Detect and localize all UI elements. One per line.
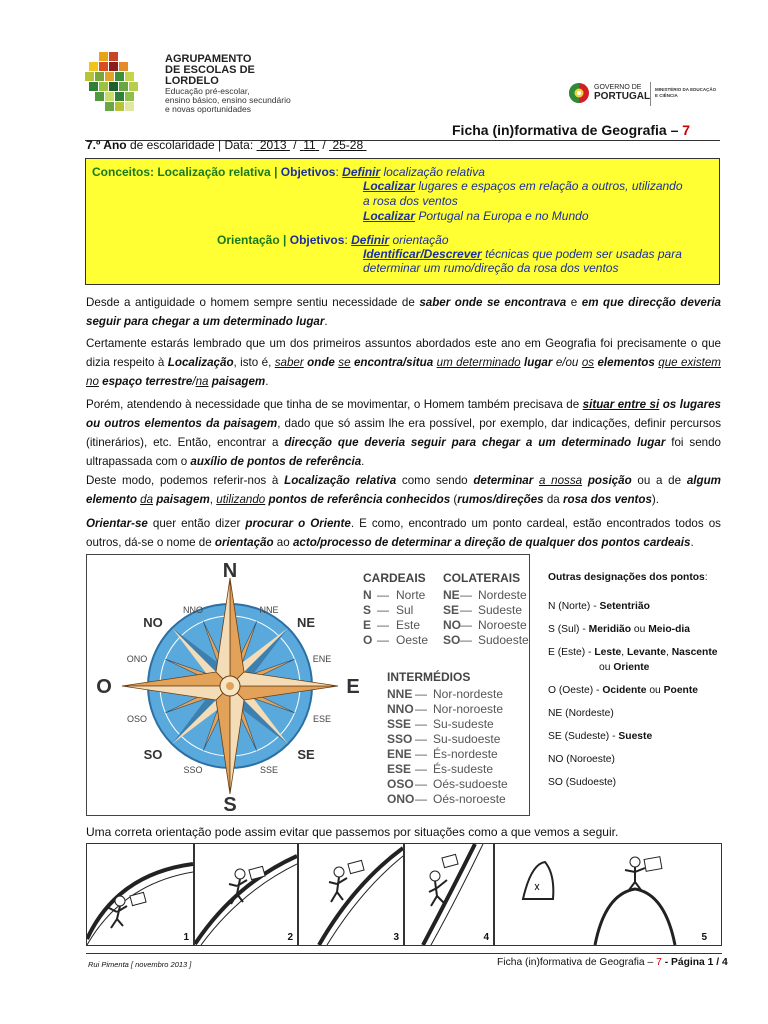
emphasis: se [338, 356, 351, 369]
compass-label-o: O [96, 676, 112, 698]
school-sub-line: e novas oportunidades [165, 104, 252, 114]
legend-dash: — [460, 633, 472, 647]
gov-name-line: GOVERNO DE [594, 84, 642, 91]
emphasis: determinar [473, 474, 534, 487]
text: ( [453, 493, 458, 506]
emphasis: elementos [597, 356, 655, 369]
comic-panel-drawing [87, 844, 193, 945]
footer-author: Rui Pimenta [ novembro 2013 ] [88, 960, 192, 969]
objective-line [363, 195, 458, 208]
panel-number: 2 [287, 932, 293, 943]
objectives-label: Objetivos [289, 233, 345, 247]
date-sep: / [322, 138, 326, 152]
text: ). [651, 493, 660, 506]
government-logo [568, 80, 718, 112]
objective-text: técnicas que podem ser usadas para [485, 247, 682, 261]
emphasis: direcção que deveria seguir para chegar a um determinado lugar [284, 436, 666, 449]
text: ou [633, 624, 646, 635]
emphasis: saber onde se encontrava [419, 296, 567, 309]
colateral-name: Sudoeste [478, 633, 529, 647]
cardeais-title: CARDEAIS [363, 571, 426, 585]
objective-text: localização relativa [383, 165, 485, 179]
emphasis: utilizando [216, 493, 266, 506]
legend-dash: — [377, 633, 389, 647]
emphasis: rosa dos ventos [563, 493, 652, 506]
text: . [361, 455, 365, 468]
emphasis: Levante [627, 647, 666, 658]
text: , dado que só assim lhe era possível, por exemplo, dar indicações, definir percursos (itinerários), etc. Então, encontrar a [86, 417, 721, 449]
footer-worksheet-number: 7 [656, 957, 662, 968]
designation-so [548, 777, 616, 789]
emphasis: / [192, 375, 196, 388]
compass-label-se: SE [297, 747, 315, 762]
text: O (Oeste) - [548, 685, 600, 696]
worksheet-number: 7 [682, 122, 691, 138]
intermedio-name: Oés-sudoeste [433, 777, 508, 791]
emphasis: espaço terrestre [102, 375, 193, 388]
legend-dash: — [460, 603, 472, 617]
date-year-value: 2013 [259, 138, 287, 152]
designations-title-text: Outras designações dos pontos [548, 572, 705, 583]
text: E (Este) - [548, 647, 592, 658]
intermedio-abbr: ESE [387, 762, 412, 776]
emphasis: na [195, 375, 209, 388]
intermedio-abbr: SSE [387, 717, 412, 731]
compass-label-no: NO [143, 615, 163, 630]
compass-label-sse: SSE [259, 765, 279, 775]
compass-center-dot [226, 682, 234, 690]
compass-label-ono: ONO [126, 654, 148, 664]
school-logo-mosaic-icon [85, 52, 157, 122]
emphasis: Leste [594, 647, 622, 658]
emphasis: Nascente [671, 647, 718, 658]
emphasis: e/ou [555, 356, 579, 369]
school-sub-line: ensino básico, ensino secundário [165, 95, 291, 105]
school-name-line: LORDELO [165, 75, 219, 87]
emphasis: Localização [167, 356, 234, 369]
compass-rose-drawing [87, 555, 529, 815]
concept-pipe: | [274, 165, 278, 179]
comic-strip [86, 843, 722, 946]
designation-s [548, 624, 690, 636]
emphasis: Ocidente [602, 685, 647, 696]
text: ao [276, 536, 290, 549]
legend-dash: — [377, 588, 389, 602]
compass-label-e: E [346, 676, 360, 698]
objective-line [363, 180, 683, 193]
footer-page-number: - Página 1 / 4 [664, 957, 728, 968]
intermedio-abbr: NNE [387, 687, 413, 701]
concept-label: Orientação [217, 233, 280, 247]
designation-e-cont [599, 662, 649, 674]
school-name [165, 54, 291, 114]
grade-label: 7.º Ano [86, 138, 127, 152]
intermedio-abbr: SSO [387, 732, 413, 746]
school-sub-line: Educação pré-escolar, [165, 86, 250, 96]
emphasis: um determinado [436, 356, 521, 369]
emphasis: Orientar-se [86, 517, 148, 530]
compass-label-ne: NE [296, 615, 316, 630]
comic-panel-drawing [195, 844, 297, 945]
emphasis: em que direcção deveria seguir para chegar a um determinado lugar [86, 296, 722, 328]
text: NE (Nordeste) [548, 708, 614, 719]
cardeal-name: Sul [396, 603, 414, 617]
text: e [570, 296, 578, 309]
compass-label-ese: ESE [312, 714, 332, 724]
paragraph-3 [86, 395, 721, 471]
concept-pipe: | [283, 233, 287, 247]
legend-dash: — [377, 603, 389, 617]
worksheet-title-text: Ficha (in)formativa de Geografia – [452, 122, 679, 138]
objective-text: lugares e espaços em relação a outros, utilizando [418, 179, 683, 193]
emphasis: Setentrião [599, 601, 650, 612]
emphasis: algum elemento [86, 474, 721, 506]
emphasis: saber [274, 356, 304, 369]
emphasis: acto/processo de determinar a direção de qualquer dos pontos cardeais [292, 536, 691, 549]
colateral-name: Noroeste [478, 618, 527, 632]
text: , [209, 493, 214, 506]
colateral-abbr: SE [443, 603, 460, 617]
emphasis: orientação [214, 536, 274, 549]
comic-caption: Uma correta orientação pode assim evitar que passemos por situações como a que vemos a seguir. [86, 825, 619, 839]
text: , [665, 647, 669, 658]
emphasis: que existem no [86, 356, 721, 388]
intermedio-abbr: ENE [387, 747, 412, 761]
emphasis: onde [307, 356, 335, 369]
designation-e [548, 647, 717, 659]
school-name-line: DE ESCOLAS DE [165, 64, 255, 76]
footer-title: Ficha (in)formativa de Geografia – [497, 957, 654, 968]
text: N (Norte) - [548, 601, 597, 612]
colateral-name: Nordeste [478, 588, 527, 602]
compass-label-so: SO [143, 747, 163, 762]
compass-label-ene: ENE [312, 654, 332, 664]
dateline-label: de escolaridade | Data: [129, 138, 254, 152]
panel-number: 5 [701, 932, 707, 943]
designation-ne [548, 708, 614, 720]
objective-text: Portugal na Europa e no Mundo [418, 209, 589, 223]
compass-label-n: N [222, 560, 238, 582]
legend-dash: — [415, 687, 427, 701]
concept-label: Conceitos: Localização relativa [92, 165, 271, 179]
designation-o [548, 685, 698, 697]
cardeal-abbr: E [363, 618, 372, 632]
cardeal-name: Oeste [396, 633, 429, 647]
concepts-box [85, 158, 720, 285]
cardeal-abbr: O [363, 633, 373, 647]
text: da [546, 493, 560, 506]
text: NO (Noroeste) [548, 754, 615, 765]
objective-line [363, 210, 589, 223]
emphasis: lugar [524, 356, 553, 369]
text: SE (Sudeste) - [548, 731, 616, 742]
text: como sendo [401, 474, 468, 487]
objective-verb: Definir [351, 233, 390, 247]
text: . E como, encontrado um ponto cardeal, estão encontrados todos os outros, dá-se o nome de [86, 517, 721, 549]
paragraph-2 [86, 334, 721, 391]
worksheet-title [452, 122, 690, 138]
emphasis: Meio-dia [648, 624, 690, 635]
cardeal-name: Norte [396, 588, 426, 602]
intermedio-name: Oés-noroeste [433, 792, 506, 806]
objective-verb: Identificar/Descrever [363, 247, 482, 261]
cardeal-abbr: S [363, 603, 372, 617]
emphasis: posição [587, 474, 632, 487]
text: foi sendo ultrapassada com o [86, 436, 721, 468]
emphasis: situar entre si [582, 398, 660, 411]
intermedio-name: Su-sudeste [433, 717, 494, 731]
legend-dash: — [415, 702, 427, 716]
compass-label-sso: SSO [183, 765, 203, 775]
intermedio-name: Su-sudoeste [433, 732, 501, 746]
objectives-colon: : [335, 165, 339, 179]
text: ou [649, 685, 661, 696]
objective-text: a rosa dos ventos [363, 194, 458, 208]
emphasis: da [140, 493, 154, 506]
emphasis: Sueste [618, 731, 653, 742]
text: . [324, 315, 328, 328]
objectives-label: Objetivos [280, 165, 336, 179]
designation-no [548, 754, 615, 766]
colateral-abbr: SO [443, 633, 461, 647]
text: . [265, 375, 269, 388]
emphasis: Localização relativa [284, 474, 397, 487]
dateline [86, 138, 367, 152]
panel-number: 1 [183, 932, 189, 943]
emphasis: os [581, 356, 595, 369]
intermedio-abbr: NNO [387, 702, 414, 716]
objective-text: orientação [392, 233, 449, 247]
designation-n [548, 601, 650, 613]
objective-line [363, 262, 618, 275]
paragraph-5 [86, 514, 721, 552]
comic-panel-drawing [299, 844, 403, 945]
gov-divider [650, 82, 651, 106]
school-logo [85, 52, 305, 122]
emphasis: procurar o Oriente [245, 517, 351, 530]
colateral-abbr: NE [443, 588, 460, 602]
text: Deste modo, podemos referir-nos à [86, 474, 279, 487]
date-month [300, 138, 319, 152]
legend-dash: — [460, 588, 472, 602]
text: . [690, 536, 694, 549]
date-month-value: 11 [303, 138, 316, 152]
colateral-abbr: NO [443, 618, 461, 632]
text: ou [599, 662, 611, 673]
portugal-emblem-icon [568, 82, 590, 104]
intermedio-name: És-sudeste [433, 762, 494, 776]
emphasis: Oriente [613, 662, 650, 673]
date-days-value: 25-28 [332, 138, 364, 152]
panel-number: 4 [483, 932, 489, 943]
emphasis: paisagem [156, 493, 210, 506]
text: ou a de [637, 474, 682, 487]
date-year [257, 138, 290, 152]
emphasis: a nossa [538, 474, 583, 487]
concept-line-2 [217, 234, 449, 247]
ministry-line: MINISTÉRIO DA EDUCAÇÃO [655, 87, 717, 92]
paragraph-4 [86, 471, 721, 509]
text: , [621, 647, 625, 658]
cardeal-name: Este [396, 618, 421, 632]
objectives-colon: : [344, 233, 348, 247]
compass-label-s: S [223, 794, 237, 815]
legend-dash: — [377, 618, 389, 632]
emphasis: rumos/direções [457, 493, 544, 506]
designations-title-colon: : [704, 572, 708, 583]
designations-title [548, 572, 708, 584]
footer-page-info [497, 957, 728, 968]
objective-line [363, 248, 682, 261]
cardeal-abbr: N [363, 588, 372, 602]
school-name-line: AGRUPAMENTO [165, 53, 252, 65]
intermedios-title: INTERMÉDIOS [387, 670, 471, 684]
comic-panel-drawing [495, 844, 721, 945]
footer-rule [86, 953, 722, 954]
legend-dash: — [415, 747, 427, 761]
legend-dash: — [415, 792, 427, 806]
text: Certamente estarás lembrado que um dos primeiros assuntos abordados este ano em Geografia foi precisamente o que dizia respeito à [86, 337, 721, 369]
intermedio-name: És-nordeste [433, 747, 498, 761]
intermedio-name: Nor-noroeste [433, 702, 504, 716]
compass-label-oso: OSO [126, 714, 148, 724]
date-days [329, 138, 366, 152]
emphasis: os lugares ou outros elementos da paisagem [86, 398, 721, 430]
colaterais-title: COLATERAIS [443, 571, 521, 585]
text: Desde a antiguidade o homem sempre sentiu necessidade de [86, 296, 415, 309]
comic-panel [86, 843, 194, 946]
objective-verb: Definir [342, 165, 381, 179]
legend-dash: — [415, 717, 427, 731]
compass-label-nno: NNO [183, 605, 203, 615]
compass-rose-figure [86, 554, 530, 816]
panel-number: 3 [393, 932, 399, 943]
designation-se [548, 731, 652, 743]
paragraph-1 [86, 293, 721, 331]
ministry-line: E CIÊNCIA [655, 93, 678, 98]
legend-dash: — [415, 777, 427, 791]
objective-text: determinar um rumo/direção da rosa dos ventos [363, 261, 619, 275]
emphasis: auxílio de pontos de referência [190, 455, 362, 468]
legend-dash: — [460, 618, 472, 632]
comic-panel-drawing [405, 844, 493, 945]
text: , isto é, [233, 356, 272, 369]
intermedio-name: Nor-nordeste [433, 687, 504, 701]
legend-dash: — [415, 762, 427, 776]
comic-panel [494, 843, 722, 946]
text: quer então dizer [152, 517, 241, 530]
emphasis: Poente [663, 685, 698, 696]
emphasis: pontos de referência conhecidos [268, 493, 451, 506]
emphasis: encontra/situa [353, 356, 434, 369]
emphasis: Meridião [588, 624, 631, 635]
text: Porém, atendendo à necessidade que tinha de se movimentar, o Homem também precisava de [86, 398, 580, 411]
objective-verb: Localizar [363, 209, 416, 223]
concept-line-1 [92, 166, 485, 179]
emphasis: paisagem [211, 375, 266, 388]
colateral-name: Sudeste [478, 603, 523, 617]
text: SO (Sudoeste) [548, 777, 617, 788]
comic-panel [298, 843, 404, 946]
comic-panel [404, 843, 494, 946]
comic-panel [194, 843, 298, 946]
objective-verb: Localizar [363, 179, 416, 193]
gov-name-line: PORTUGAL [594, 91, 651, 102]
intermedio-abbr: OSO [387, 777, 414, 791]
intermedio-abbr: ONO [387, 792, 415, 806]
text: S (Sul) - [548, 624, 586, 635]
date-sep: / [293, 138, 297, 152]
compass-label-nne: NNE [259, 605, 279, 615]
legend-dash: — [415, 732, 427, 746]
